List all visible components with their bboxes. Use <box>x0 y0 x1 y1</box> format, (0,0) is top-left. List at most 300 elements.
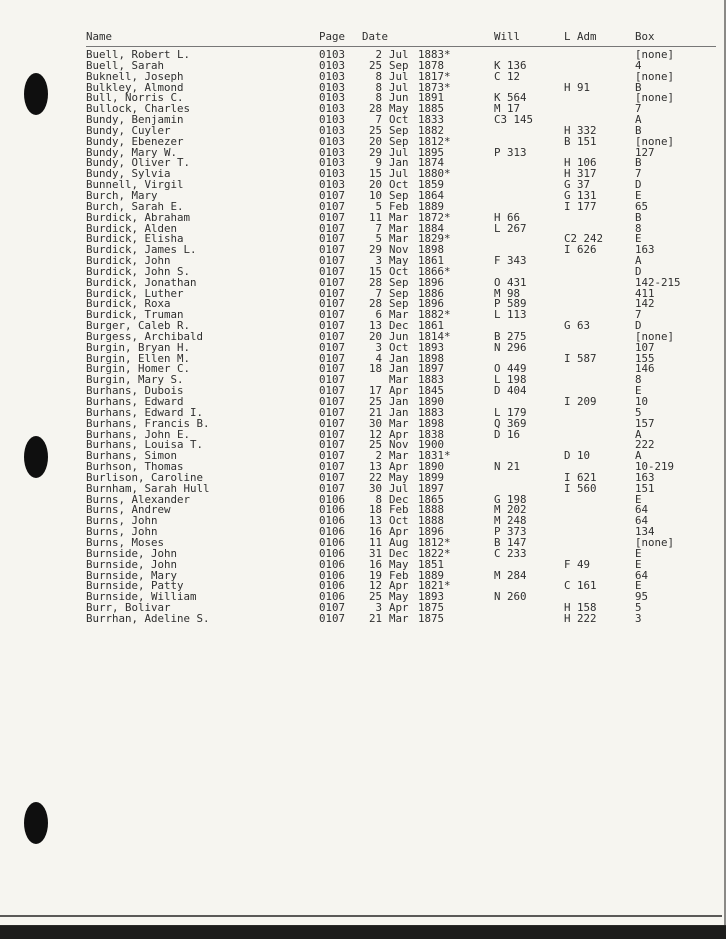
cell-name: Buknell, Joseph <box>86 69 184 83</box>
cell-page: 0107 <box>319 470 346 484</box>
cell-month: May <box>389 102 409 116</box>
cell-will: F 343 <box>494 254 527 268</box>
cell-box: 222 <box>635 438 655 452</box>
table-header <box>86 29 716 47</box>
cell-month: Jan <box>389 405 409 419</box>
cell-box: A <box>635 254 642 268</box>
cell-name: Burdick, Truman <box>86 308 184 322</box>
cell-box: [none] <box>635 69 675 83</box>
cell-month: Jul <box>389 69 409 83</box>
cell-name: Burch, Mary <box>86 188 158 202</box>
cell-will: K 136 <box>494 58 527 72</box>
cell-name: Bunnell, Virgil <box>86 178 184 192</box>
cell-year: 1866* <box>418 264 451 278</box>
cell-name: Burnham, Sarah Hull <box>86 481 210 495</box>
cell-month: Jul <box>389 167 409 181</box>
header-page: Page <box>319 30 346 43</box>
cell-box: 146 <box>635 362 655 376</box>
cell-day: 8 <box>375 80 382 94</box>
cell-box: 5 <box>635 601 642 615</box>
cell-page: 0106 <box>319 492 346 506</box>
cell-name: Bundy, Sylvia <box>86 167 171 181</box>
cell-ladm: H 317 <box>564 167 597 181</box>
cell-month: Sep <box>389 286 409 300</box>
cell-day: 25 <box>368 395 382 408</box>
cell-ladm: H 91 <box>564 80 591 94</box>
cell-day: 15 <box>368 264 382 278</box>
cell-will: M 202 <box>494 503 527 517</box>
cell-day: 3 <box>375 601 382 615</box>
cell-name: Burdick, Roxa <box>86 297 171 311</box>
cell-month: Oct <box>389 514 409 528</box>
cell-day: 18 <box>368 503 382 517</box>
cell-day: 20 <box>368 329 382 343</box>
cell-name: Buell, Sarah <box>86 58 165 72</box>
cell-page: 0107 <box>319 210 346 224</box>
cell-ladm: I 621 <box>564 470 597 484</box>
cell-ladm: G 63 <box>564 319 591 333</box>
cell-box: 5 <box>635 405 642 419</box>
cell-month: Mar <box>389 611 409 625</box>
cell-name: Burr, Bolivar <box>86 601 171 615</box>
cell-name: Burdick, Elisha <box>86 232 184 246</box>
cell-name: Burgin, Mary S. <box>86 373 184 387</box>
cell-page: 0107 <box>319 384 346 398</box>
cell-year: 1829* <box>418 232 451 246</box>
cell-ladm: I 177 <box>564 199 597 213</box>
cell-will: N 296 <box>494 340 527 354</box>
cell-page: 0106 <box>319 525 346 539</box>
cell-month: Jan <box>389 362 409 376</box>
cell-will: D 404 <box>494 384 527 398</box>
cell-month: Mar <box>389 373 409 387</box>
cell-name: Bundy, Oliver T. <box>86 156 191 170</box>
cell-year: 1838 <box>418 427 445 441</box>
cell-box: B <box>635 156 642 170</box>
cell-name: Bulkley, Almond <box>86 80 184 94</box>
cell-year: 1898 <box>418 416 445 430</box>
cell-year: 1812* <box>418 134 451 148</box>
cell-page: 0107 <box>319 329 346 343</box>
cell-box: D <box>635 178 642 192</box>
cell-year: 1833 <box>418 113 445 127</box>
cell-name: Bullock, Charles <box>86 102 191 116</box>
cell-month: Jul <box>389 48 409 61</box>
cell-will: P 373 <box>494 525 527 539</box>
cell-name: Burgin, Ellen M. <box>86 351 191 365</box>
cell-month: Jan <box>389 395 409 408</box>
cell-month: May <box>389 590 409 604</box>
cell-month: Nov <box>389 438 409 452</box>
cell-will: P 589 <box>494 297 527 311</box>
cell-day: 13 <box>368 514 382 528</box>
cell-month: Mar <box>389 308 409 322</box>
cell-page: 0103 <box>319 113 346 127</box>
cell-page: 0103 <box>319 123 346 137</box>
cell-page: 0103 <box>319 58 346 72</box>
cell-page: 0107 <box>319 308 346 322</box>
cell-name: Burch, Sarah E. <box>86 199 184 213</box>
cell-year: 1878 <box>418 58 445 72</box>
cell-name: Burrhan, Adeline S. <box>86 611 210 625</box>
cell-month: Feb <box>389 199 409 213</box>
cell-ladm: C2 242 <box>564 232 604 246</box>
cell-page: 0107 <box>319 232 346 246</box>
cell-page: 0107 <box>319 199 346 213</box>
cell-month: Jul <box>389 481 409 495</box>
cell-name: Burdick, Jonathan <box>86 275 197 289</box>
cell-month: Mar <box>389 210 409 224</box>
cell-page: 0106 <box>319 546 346 560</box>
cell-month: Jun <box>389 329 409 343</box>
cell-day: 9 <box>375 156 382 170</box>
cell-month: May <box>389 470 409 484</box>
cell-year: 1889 <box>418 199 445 213</box>
cell-day: 20 <box>368 178 382 192</box>
cell-day: 25 <box>368 123 382 137</box>
cell-page: 0107 <box>319 264 346 278</box>
cell-page: 0107 <box>319 611 346 625</box>
cell-page: 0107 <box>319 362 346 376</box>
cell-year: 1814* <box>418 329 451 343</box>
cell-will: L 198 <box>494 373 527 387</box>
cell-day: 20 <box>368 134 382 148</box>
cell-day: 25 <box>368 590 382 604</box>
cell-year: 1900 <box>418 438 445 452</box>
cell-month: Apr <box>389 525 409 539</box>
cell-name: Burnside, John <box>86 546 178 560</box>
cell-year: 1875 <box>418 601 445 615</box>
cell-ladm: G 131 <box>564 188 597 202</box>
cell-page: 0107 <box>319 449 346 463</box>
probate-index-table <box>86 29 716 625</box>
cell-ladm: H 158 <box>564 601 597 615</box>
cell-day: 29 <box>368 145 382 159</box>
cell-box: 157 <box>635 416 655 430</box>
page-bottom-rule <box>0 915 722 917</box>
cell-box: [none] <box>635 91 675 105</box>
cell-box: 151 <box>635 481 655 495</box>
cell-page: 0106 <box>319 514 346 528</box>
cell-page: 0107 <box>319 481 346 495</box>
cell-year: 1895 <box>418 145 445 159</box>
cell-ladm: I 626 <box>564 243 597 257</box>
cell-ladm: B 151 <box>564 134 597 148</box>
cell-month: Oct <box>389 178 409 192</box>
cell-name: Bundy, Ebenezer <box>86 134 184 148</box>
cell-box: E <box>635 232 642 246</box>
cell-page: 0107 <box>319 427 346 441</box>
cell-year: 1822* <box>418 546 451 560</box>
cell-month: May <box>389 254 409 268</box>
cell-box: [none] <box>635 329 675 343</box>
cell-year: 1845 <box>418 384 445 398</box>
cell-page: 0106 <box>319 503 346 517</box>
cell-day: 12 <box>368 427 382 441</box>
binder-hole-top <box>24 73 48 115</box>
cell-box: E <box>635 188 642 202</box>
cell-box: 64 <box>635 514 649 528</box>
cell-name: Burns, Alexander <box>86 492 191 506</box>
cell-year: 1831* <box>418 449 451 463</box>
cell-month: Feb <box>389 568 409 582</box>
cell-box: 4 <box>635 58 642 72</box>
cell-day: 11 <box>368 535 382 549</box>
cell-page: 0103 <box>319 134 346 148</box>
cell-page: 0106 <box>319 579 346 593</box>
header-box: Box <box>635 30 655 43</box>
cell-year: 1861 <box>418 254 445 268</box>
cell-page: 0103 <box>319 145 346 159</box>
cell-box: 64 <box>635 503 649 517</box>
cell-month: Jun <box>389 91 409 105</box>
cell-year: 1861 <box>418 319 445 333</box>
cell-day: 28 <box>368 275 382 289</box>
cell-will: L 267 <box>494 221 527 235</box>
cell-will: O 431 <box>494 275 527 289</box>
cell-year: 1821* <box>418 579 451 593</box>
cell-year: 1893 <box>418 340 445 354</box>
cell-will: M 98 <box>494 286 521 300</box>
cell-month: Sep <box>389 58 409 72</box>
cell-year: 1893 <box>418 590 445 604</box>
cell-year: 1886 <box>418 286 445 300</box>
cell-page: 0106 <box>319 590 346 604</box>
cell-year: 1890 <box>418 460 445 474</box>
cell-page: 0107 <box>319 243 346 257</box>
cell-name: Bundy, Benjamin <box>86 113 184 127</box>
cell-page: 0103 <box>319 156 346 170</box>
cell-name: Burns, John <box>86 525 158 539</box>
cell-day: 2 <box>375 48 382 61</box>
header-name: Name <box>86 30 113 43</box>
cell-day: 4 <box>375 351 382 365</box>
cell-day: 21 <box>368 405 382 419</box>
cell-page: 0103 <box>319 48 346 61</box>
cell-page: 0107 <box>319 395 346 408</box>
cell-day: 7 <box>375 286 382 300</box>
cell-month: Sep <box>389 123 409 137</box>
cell-will: L 113 <box>494 308 527 322</box>
cell-will: M 248 <box>494 514 527 528</box>
cell-month: Apr <box>389 579 409 593</box>
cell-year: 1899 <box>418 470 445 484</box>
cell-will: C 12 <box>494 69 521 83</box>
cell-box: E <box>635 384 642 398</box>
cell-name: Burgin, Homer C. <box>86 362 191 376</box>
cell-year: 1882* <box>418 308 451 322</box>
cell-name: Burdick, Luther <box>86 286 184 300</box>
cell-will: N 21 <box>494 460 521 474</box>
cell-ladm: C 161 <box>564 579 597 593</box>
cell-name: Burnside, John <box>86 557 178 571</box>
cell-name: Burdick, Abraham <box>86 210 191 224</box>
cell-day: 5 <box>375 199 382 213</box>
cell-box: E <box>635 579 642 593</box>
cell-day: 7 <box>375 221 382 235</box>
cell-day: 10 <box>368 188 382 202</box>
cell-day: 13 <box>368 319 382 333</box>
header-date: Date <box>362 30 389 43</box>
cell-page: 0103 <box>319 91 346 105</box>
cell-will: B 147 <box>494 535 527 549</box>
cell-year: 1880* <box>418 167 451 181</box>
cell-month: Oct <box>389 340 409 354</box>
cell-page: 0103 <box>319 167 346 181</box>
cell-month: Nov <box>389 243 409 257</box>
cell-box: B <box>635 80 642 94</box>
cell-page: 0103 <box>319 102 346 116</box>
cell-month: Sep <box>389 188 409 202</box>
cell-box: 142-215 <box>635 275 681 289</box>
cell-name: Burhans, Edward I. <box>86 405 204 419</box>
cell-ladm: G 37 <box>564 178 591 192</box>
cell-month: Mar <box>389 449 409 463</box>
table-body <box>86 50 716 625</box>
cell-page: 0107 <box>319 221 346 235</box>
binder-hole-bottom <box>24 802 48 844</box>
cell-name: Burdick, John <box>86 254 171 268</box>
cell-page: 0103 <box>319 69 346 83</box>
cell-name: Burgess, Archibald <box>86 329 204 343</box>
cell-box: A <box>635 449 642 463</box>
cell-box: 64 <box>635 568 649 582</box>
cell-month: Apr <box>389 384 409 398</box>
cell-month: Sep <box>389 275 409 289</box>
cell-name: Burgin, Bryan H. <box>86 340 191 354</box>
cell-day: 18 <box>368 362 382 376</box>
cell-month: Apr <box>389 427 409 441</box>
cell-box: 8 <box>635 221 642 235</box>
cell-day: 29 <box>368 243 382 257</box>
cell-name: Burdick, John S. <box>86 264 191 278</box>
cell-year: 1896 <box>418 525 445 539</box>
cell-box: [none] <box>635 48 675 61</box>
cell-year: 1812* <box>418 535 451 549</box>
cell-day: 3 <box>375 254 382 268</box>
cell-box: 10 <box>635 395 649 408</box>
cell-year: 1873* <box>418 80 451 94</box>
cell-name: Burhans, Francis B. <box>86 416 210 430</box>
cell-page: 0107 <box>319 601 346 615</box>
cell-day: 21 <box>368 611 382 625</box>
cell-will: L 179 <box>494 405 527 419</box>
table-row <box>86 611 716 625</box>
cell-box: [none] <box>635 535 675 549</box>
cell-will: Q 369 <box>494 416 527 430</box>
cell-name: Burhson, Thomas <box>86 460 184 474</box>
cell-month: Dec <box>389 492 409 506</box>
cell-will: C 233 <box>494 546 527 560</box>
cell-box: D <box>635 264 642 278</box>
cell-month: Dec <box>389 319 409 333</box>
cell-box: [none] <box>635 134 675 148</box>
cell-day: 7 <box>375 113 382 127</box>
header-ladm: L Adm <box>564 30 597 43</box>
cell-ladm: I 587 <box>564 351 597 365</box>
cell-year: 1883* <box>418 48 451 61</box>
cell-page: 0107 <box>319 275 346 289</box>
cell-day: 22 <box>368 470 382 484</box>
cell-month: Oct <box>389 113 409 127</box>
cell-day: 11 <box>368 210 382 224</box>
cell-name: Burhans, Simon <box>86 449 178 463</box>
cell-year: 1872* <box>418 210 451 224</box>
cell-year: 1817* <box>418 69 451 83</box>
cell-box: 411 <box>635 286 655 300</box>
cell-box: 107 <box>635 340 655 354</box>
cell-box: 127 <box>635 145 655 159</box>
cell-page: 0107 <box>319 351 346 365</box>
cell-year: 1885 <box>418 102 445 116</box>
cell-ladm: F 49 <box>564 557 591 571</box>
cell-will: O 449 <box>494 362 527 376</box>
cell-year: 1859 <box>418 178 445 192</box>
cell-day: 28 <box>368 297 382 311</box>
cell-name: Burnside, Mary <box>86 568 178 582</box>
cell-ladm: I 560 <box>564 481 597 495</box>
cell-box: 10-219 <box>635 460 675 474</box>
cell-box: E <box>635 546 642 560</box>
cell-page: 0107 <box>319 254 346 268</box>
cell-ladm: H 106 <box>564 156 597 170</box>
cell-page: 0107 <box>319 460 346 474</box>
cell-ladm: D 10 <box>564 449 591 463</box>
cell-name: Burhans, Louisa T. <box>86 438 204 452</box>
cell-year: 1883 <box>418 373 445 387</box>
cell-box: 65 <box>635 199 649 213</box>
cell-day: 8 <box>375 492 382 506</box>
scan-edge <box>0 926 726 939</box>
cell-day: 13 <box>368 460 382 474</box>
cell-box: 142 <box>635 297 655 311</box>
cell-year: 1874 <box>418 156 445 170</box>
cell-year: 1884 <box>418 221 445 235</box>
cell-year: 1890 <box>418 395 445 408</box>
cell-year: 1898 <box>418 351 445 365</box>
cell-month: Apr <box>389 460 409 474</box>
cell-year: 1851 <box>418 557 445 571</box>
cell-ladm: H 332 <box>564 123 597 137</box>
cell-page: 0107 <box>319 286 346 300</box>
cell-day: 16 <box>368 557 382 571</box>
cell-ladm: H 222 <box>564 611 597 625</box>
cell-month: Jul <box>389 145 409 159</box>
cell-will: M 17 <box>494 102 521 116</box>
cell-day: 15 <box>368 167 382 181</box>
cell-day: 12 <box>368 579 382 593</box>
cell-name: Burger, Caleb R. <box>86 319 191 333</box>
cell-name: Burns, John <box>86 514 158 528</box>
cell-page: 0103 <box>319 80 346 94</box>
cell-name: Burhans, John E. <box>86 427 191 441</box>
cell-box: 8 <box>635 373 642 387</box>
cell-box: 134 <box>635 525 655 539</box>
cell-day: 8 <box>375 69 382 83</box>
cell-year: 1897 <box>418 362 445 376</box>
cell-month: Mar <box>389 221 409 235</box>
cell-month: Aug <box>389 535 409 549</box>
cell-day: 25 <box>368 438 382 452</box>
cell-name: Burhans, Dubois <box>86 384 184 398</box>
cell-year: 1896 <box>418 275 445 289</box>
cell-month: Mar <box>389 232 409 246</box>
cell-name: Burns, Andrew <box>86 503 171 517</box>
cell-month: Sep <box>389 297 409 311</box>
cell-box: B <box>635 123 642 137</box>
cell-name: Burhans, Edward <box>86 395 184 408</box>
cell-month: Jan <box>389 351 409 365</box>
